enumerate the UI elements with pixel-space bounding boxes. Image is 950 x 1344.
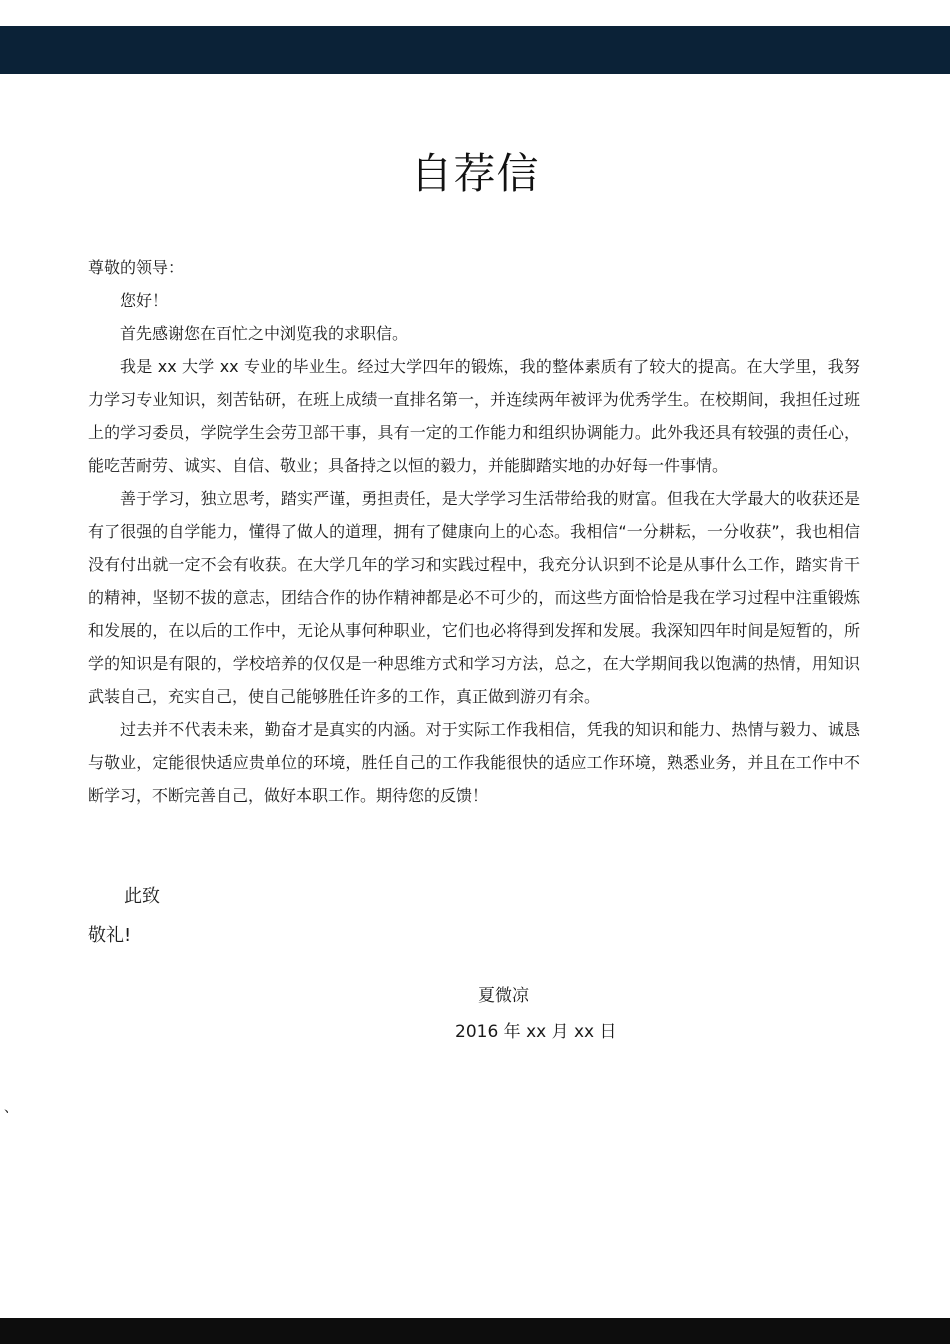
- paragraph-commitment: 过去并不代表未来，勤奋才是真实的内涵。对于实际工作我相信，凭我的知识和能力、热情与毅力、诚恳与敬业，定能很快适应贵单位的环境，胜任自己的工作我能很快的适应工作环境，熟悉业务，并且在工作中不断学习，不断完善自己，做好本职工作。期待您的反馈！: [88, 720, 860, 805]
- header-band: [0, 26, 950, 74]
- stray-punctuation-mark: 、: [4, 1100, 18, 1116]
- salutation: 尊敬的领导：: [88, 258, 185, 277]
- paragraph-thanks: 首先感谢您在百忙之中浏览我的求职信。: [120, 324, 409, 343]
- paragraph-background: 我是 xx 大学 xx 专业的毕业生。经过大学四年的锻炼，我的整体素质有了较大的提高。在大学里，我努力学习专业知识，刻苦钻研，在班上成绩一直排名第一，并连续两年被评为优秀学生。在校期间，我担任过班上的学习委员，学院学生会劳卫部干事，具有一定的工作能力和组织协调能力。此外我还具有较强的责任心，能吃苦耐劳、诚实、自信、敬业；具备持之以恒的毅力，并能脚踏实地的办好每一件事情。: [88, 357, 860, 475]
- closing-salute: 此致: [124, 886, 160, 907]
- closing-regards: 敬礼!: [88, 925, 132, 946]
- paragraph-strengths: 善于学习，独立思考，踏实严谨，勇担责任，是大学学习生活带给我的财富。但我在大学最大的收获还是有了很强的自学能力，懂得了做人的道理，拥有了健康向上的心态。我相信“一分耕耘，一分收获”，我也相信没有付出就一定不会有收获。在大学几年的学习和实践过程中，我充分认识到不论是从事什么工作，踏实肯干的精神，坚韧不拔的意志，团结合作的协作精神都是必不可少的，而这些方面恰恰是我在学习过程中注重锻炼和发展的，在以后的工作中，无论从事何种职业，它们也必将得到发挥和发展。我深知四年时间是短暂的，所学的知识是有限的，学校培养的仅仅是一种思维方式和学习方法，总之，在大学期间我以饱满的热情，用知识武装自己，充实自己，使自己能够胜任许多的工作，真正做到游刃有余。: [88, 489, 860, 706]
- page-title: 自荐信: [410, 149, 540, 198]
- footer-band: [0, 1318, 950, 1344]
- letter-body: [88, 251, 860, 812]
- paragraph-greeting: 您好！: [120, 291, 169, 310]
- signature-date: 2016 年 xx 月 xx 日: [455, 1022, 617, 1042]
- signature-name: 夏微凉: [478, 986, 529, 1006]
